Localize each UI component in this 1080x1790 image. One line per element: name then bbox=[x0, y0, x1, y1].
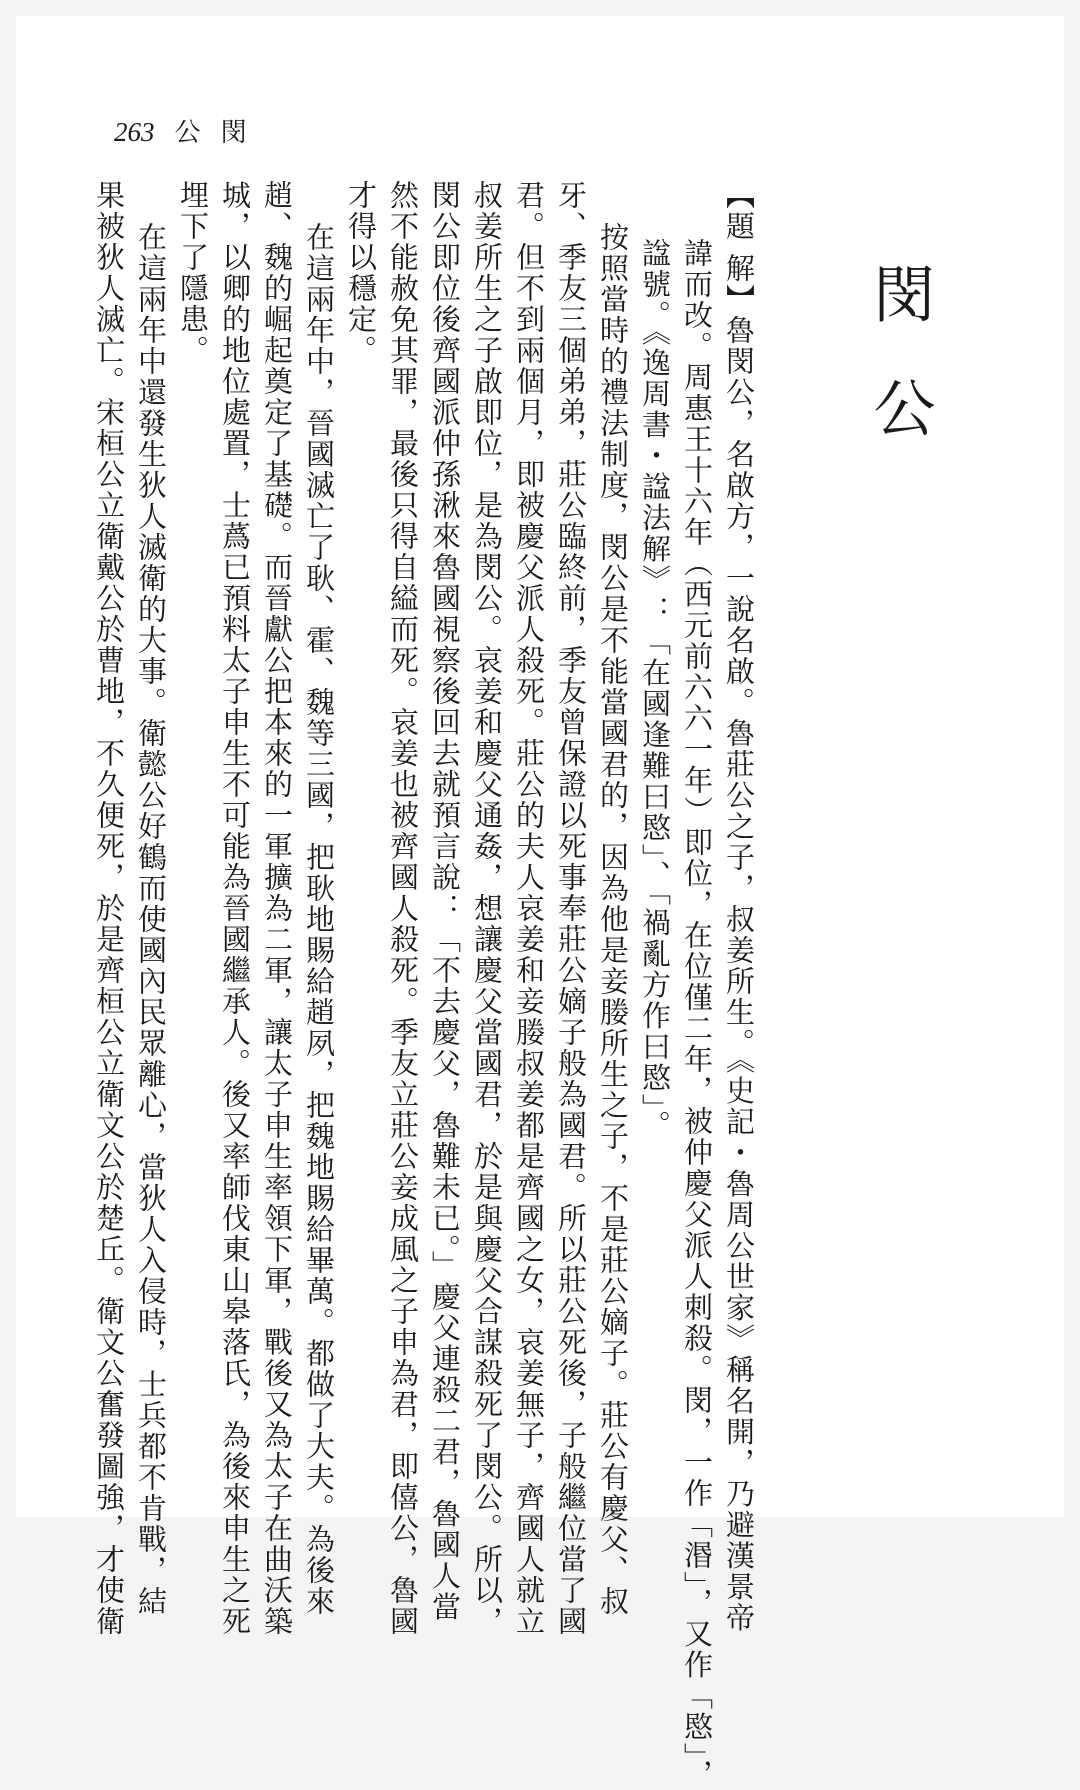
text-column: 閔公即位後齊國派仲孫湫來魯國視察後回去就預言說：「不去慶父，魯難未已。」慶父連殺二君，魯國人當 bbox=[428, 180, 462, 1623]
text-column: 牙、季友三個弟弟，莊公臨終前，季友曾保證以死事奉莊公嫡子般為國君。所以莊公死後，子般繼位當了國 bbox=[554, 180, 588, 1637]
page-number: 263 bbox=[114, 117, 155, 147]
text-column: 果被狄人滅亡。宋桓公立衛戴公於曹地，不久便死，於是齊桓公立衛文公於楚丘。衛文公奮發圖強，才使衛 bbox=[92, 180, 126, 1637]
text-column: 才得以穩定。 bbox=[344, 180, 378, 366]
text-column: 按照當時的禮法制度，閔公是不能當國君的，因為他是妾媵所生之子，不是莊公嫡子。莊公有慶父、叔 bbox=[596, 222, 630, 1617]
text-column: 在這兩年中，晉國滅亡了耿、霍、魏等三國，把耿地賜給趙夙，把魏地賜給畢萬。都做了大夫。為後來 bbox=[302, 222, 336, 1617]
text-column: 然不能赦免其罪，最後只得自縊而死。哀姜也被齊國人殺死。季友立莊公妾成風之子申為君，即僖公，魯國 bbox=[386, 180, 420, 1637]
text-column: 【題 解】魯閔公，名啟方，一說名啟。魯莊公之子，叔姜所生。《史記・魯周公世家》稱名開，乃避漢景帝 bbox=[722, 180, 756, 1634]
header-title: 公 閔 bbox=[174, 118, 253, 148]
text-column: 在這兩年中還發生狄人滅衛的大事。衛懿公好鶴而使國內民眾離心，當狄人入侵時，士兵都不肯戰，結 bbox=[134, 222, 168, 1617]
text-column: 埋下了隱患。 bbox=[176, 180, 210, 366]
chapter-title: 閔公 bbox=[863, 262, 936, 490]
text-column: 趙、魏的崛起奠定了基礎。而晉獻公把本來的一軍擴為二軍，讓太子申生率領下軍，戰後又為太子在曲沃築 bbox=[260, 180, 294, 1637]
text-column: 諡號。《逸周書・諡法解》：「在國逢難曰愍」、「禍亂方作曰愍」。 bbox=[638, 238, 672, 1141]
running-header bbox=[114, 112, 253, 149]
text-column: 諱而改。周惠王十六年（西元前六六一年）即位，在位僅二年，被仲慶父派人刺殺。閔，一作「湣」，又作「愍」， bbox=[680, 238, 714, 1790]
text-column: 君。但不到兩個月，即被慶父派人殺死。莊公的夫人哀姜和妾媵叔姜都是齊國之女，哀姜無子，齊國人就立 bbox=[512, 180, 546, 1637]
text-column: 叔姜所生之子啟即位，是為閔公。哀姜和慶父通姦，想讓慶父當國君，於是與慶父合謀殺死了閔公。所以， bbox=[470, 180, 504, 1637]
text-column: 城，以卿的地位處置，士蔿已預料太子申生不可能為晉國繼承人。後又率師伐東山皋落氏，為後來申生之死 bbox=[218, 180, 252, 1637]
